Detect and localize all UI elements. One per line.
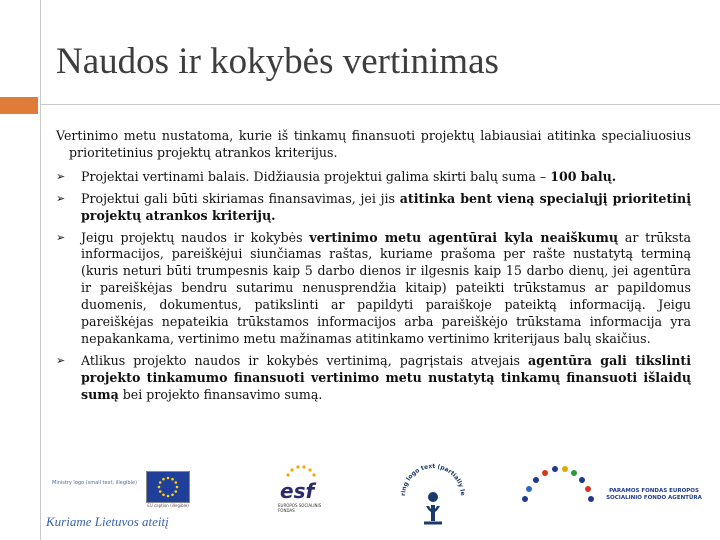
intro-paragraph: Vertinimo metu nustatoma, kurie iš tinkamų finansuoti projektų labiausiai atitinka specialiuosius prioritetinius projektų atrankos kriterijus. — [56, 128, 691, 160]
bullet-list — [56, 169, 691, 404]
accent-square — [0, 97, 38, 114]
bullet-item — [56, 353, 691, 404]
slide-body — [56, 128, 691, 409]
bullet-text: Jeigu projektų naudos ir kokybės — [81, 229, 310, 245]
arrowhead-bullet-icon: ➢ — [56, 191, 66, 205]
esf-wordmark: esf — [280, 479, 315, 503]
bullet-item — [56, 230, 691, 348]
bullet-bold-text: vertinimo metu agentūrai kyla neaiškumų — [309, 229, 618, 245]
bullet-item — [56, 169, 691, 186]
eu-caption: EU caption (illegible) — [147, 503, 189, 508]
kuriame-slogan: Kuriame Lietuvos ateitį — [46, 514, 169, 529]
ministry-logo-text: Ministry logo (small text, illegible) — [52, 480, 138, 486]
bullet-bold-text: 100 balų. — [550, 168, 617, 184]
eu-flag-icon — [146, 471, 190, 503]
bullet-bold-text: atitinka bent vieną specialųjį prioritetinį projektų atrankos kriterijų. — [81, 190, 691, 223]
bullet-text: ar trūksta informacijos, pareiškėjui siunčiamas raštas, kuriame prašoma per rašte nustatytą terminą (kuris neturi būti trumpesnis kaip 5 darbo dienos ir ilgesnis kaip 15 darbo dienų, jei agentūra ir pareiškėjas bendru sutarimu nenusprendžia kitaip) pateikti trūkstamus ar papildomus duomenis, dokumentus, patikslinti ar papildyti paraiškoje pateiktą informaciją. Jeigu pareiškėjas nepateikia trūkstamos informacijos arba pareiškėjo trūkstama informacija yra nepakankama, vertinimo metu mažinamas atitinkamo vertinimo kriterijaus balų skaičius. — [81, 229, 692, 346]
esf-stars-icon — [276, 461, 326, 481]
bullet-text: Projektui gali būti skiriamas finansavimas, jei jis — [81, 190, 400, 206]
ring-logo — [396, 459, 470, 533]
title-underline-rule — [40, 104, 720, 105]
svg-text:ring logo text (partially legi — [396, 459, 466, 496]
esf-logo — [276, 461, 326, 533]
arrowhead-bullet-icon: ➢ — [56, 169, 66, 183]
esf-subtitle: EUROPOS SOCIALINIS FONDAS — [278, 503, 322, 513]
ring-logo-text: ring logo text (partially le — [399, 462, 467, 497]
arrowhead-bullet-icon: ➢ — [56, 353, 66, 367]
bullet-text: Atlikus projekto naudos ir kokybės vertinimą, pagrįstais atvejais — [81, 352, 528, 368]
fund-agency-text: PARAMOS FONDAS EUROPOS SOCIALINIO FONDO AGENTŪRA — [606, 488, 702, 501]
bullet-item — [56, 191, 691, 225]
ministry-eu-logo — [46, 468, 194, 530]
bullet-bold-text: agentūra gali tikslinti projekto tinkamumo finansuoti vertinimo metu nustatytą tinkamų finansuoti išlaidų sumą — [81, 352, 691, 402]
slide-title: Naudos ir kokybės vertinimas — [56, 41, 499, 82]
footer-logos — [0, 455, 720, 540]
arrowhead-bullet-icon: ➢ — [56, 230, 66, 244]
stars-arc-logo — [517, 459, 597, 513]
bullet-text: bei projekto finansavimo sumą. — [118, 386, 323, 402]
bullet-text: Projektai vertinami balais. Didžiausia projektui galima skirti balų suma – — [81, 168, 551, 184]
